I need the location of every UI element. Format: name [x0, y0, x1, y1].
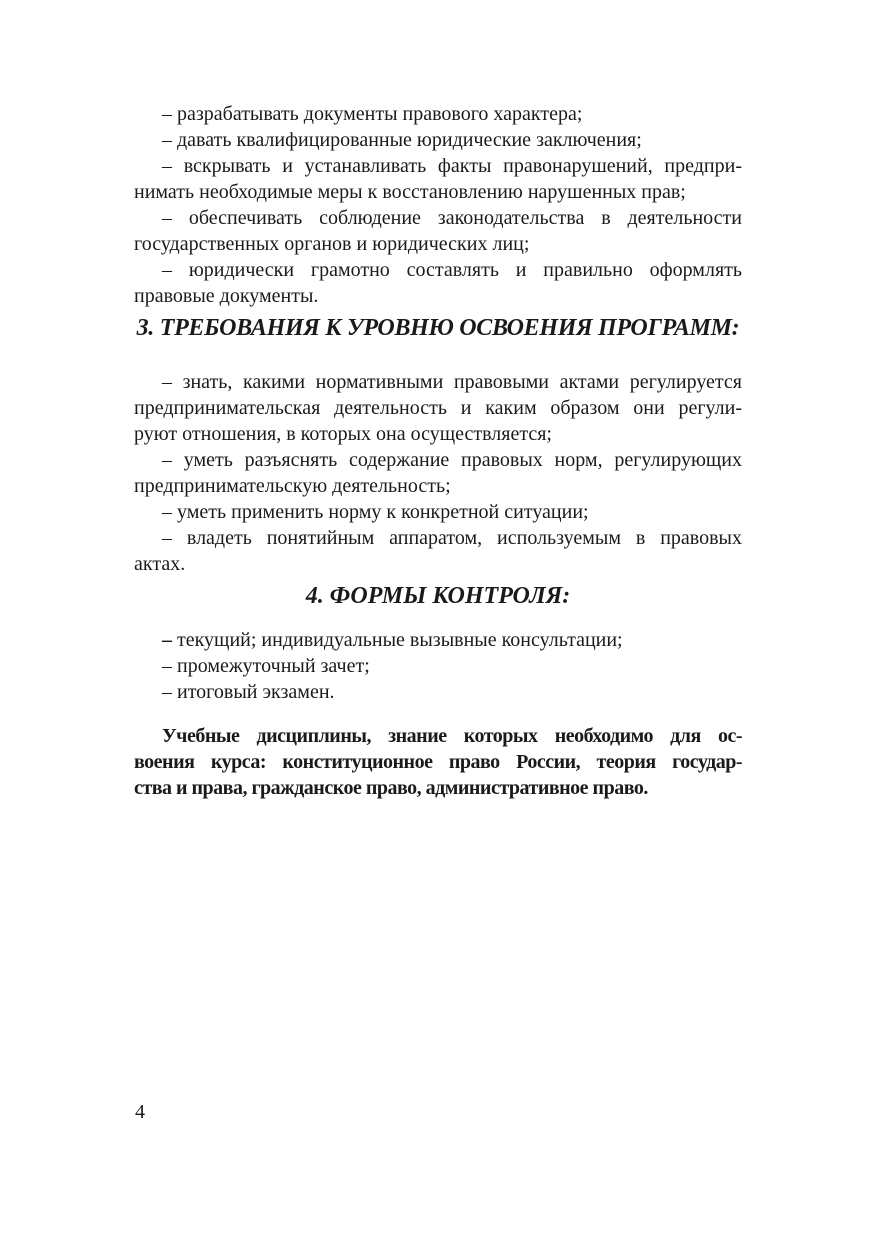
- text-line: воения курса: конституционное право России, теория государ-: [134, 751, 742, 773]
- text-line: [134, 627, 742, 653]
- list-dash: –: [162, 655, 172, 677]
- text-line: государственных органов и юридических лиц;: [134, 233, 530, 255]
- list-dash: –: [162, 681, 172, 703]
- text-line: – знать, какими нормативными правовыми актами регулируется: [162, 371, 742, 393]
- list-dash: –: [162, 629, 172, 651]
- text-line: – давать квалифицированные юридические заключения;: [162, 129, 642, 151]
- text-line: ства и права, гражданское право, административное право.: [134, 777, 648, 799]
- text-line: нимать необходимые меры к восстановлению нарушенных прав;: [134, 181, 686, 203]
- section-4-heading: 4. ФОРМЫ КОНТРОЛЯ:: [305, 583, 571, 609]
- text-line: – юридически грамотно составлять и правильно оформлять: [162, 259, 742, 281]
- prerequisites-note: [134, 723, 742, 801]
- text-line: Учебные дисциплины, знание которых необходимо для ос-: [162, 725, 742, 747]
- text-line: – уметь применить норму к конкретной ситуации;: [162, 501, 589, 523]
- section-4-control-forms-list: [134, 627, 742, 705]
- list-item-text: итоговый экзамен.: [172, 681, 335, 703]
- page-content: [134, 101, 742, 801]
- page-number: 4: [135, 1101, 145, 1123]
- text-line: актах.: [134, 553, 186, 575]
- text-line: предпринимательскую деятельность;: [134, 475, 451, 497]
- text-line: – вскрывать и устанавливать факты правонарушений, предпри-: [162, 155, 742, 177]
- section-3-requirements-list: [134, 369, 742, 577]
- list-item-text: промежуточный зачет;: [172, 655, 370, 677]
- text-line: – уметь разъяснять содержание правовых норм, регулирующих: [162, 449, 742, 471]
- text-line: [134, 653, 742, 679]
- text-line: – владеть понятийным аппаратом, используемым в правовых: [162, 527, 742, 549]
- section-3-heading: 3. ТРЕБОВАНИЯ К УРОВНЮ ОСВОЕНИЯ ПРОГРАММ:: [136, 315, 740, 341]
- list-item-text: текущий; индивидуальные вызывные консультации;: [172, 629, 623, 651]
- text-line: правовые документы.: [134, 285, 319, 307]
- text-line: – разрабатывать документы правового характера;: [162, 103, 583, 125]
- text-line: [134, 679, 742, 705]
- skills-list: [134, 101, 742, 309]
- text-line: руют отношения, в которых она осуществляется;: [134, 423, 552, 445]
- text-line: – обеспечивать соблюдение законодательства в деятельности: [162, 207, 742, 229]
- text-line: предпринимательская деятельность и каким образом они регули-: [134, 397, 742, 419]
